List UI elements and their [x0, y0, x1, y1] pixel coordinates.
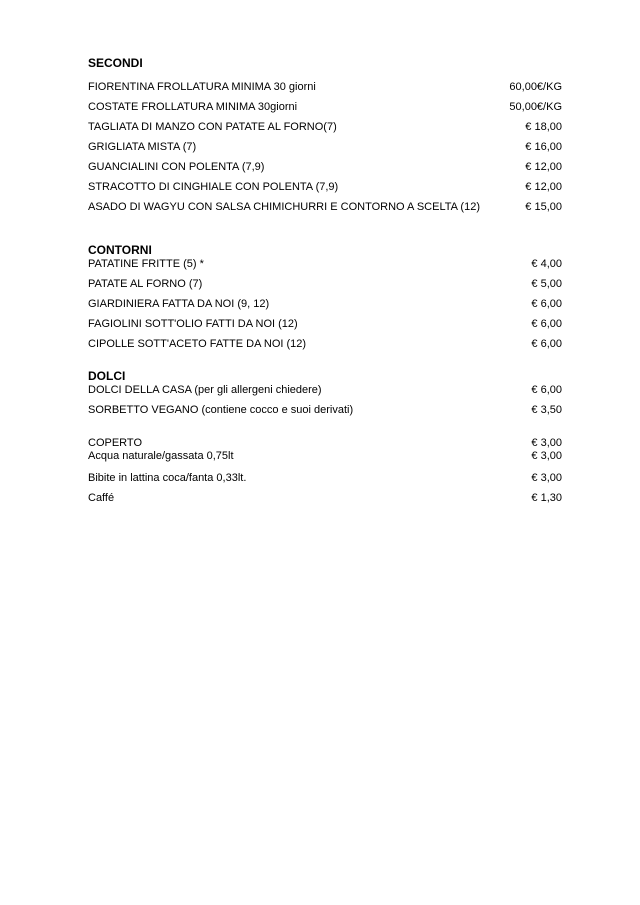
item-name: Bibite in lattina coca/fanta 0,33lt.: [88, 472, 247, 484]
item-price: € 6,00: [531, 298, 562, 310]
menu-item: [88, 257, 562, 271]
item-name: SORBETTO VEGANO (contiene cocco e suoi derivati): [88, 404, 354, 416]
item-name: GUANCIALINI CON POLENTA (7,9): [88, 161, 265, 173]
item-price: € 3,00: [531, 437, 562, 449]
item-price: € 15,00: [525, 201, 562, 213]
item-price: € 6,00: [531, 318, 562, 330]
section-extra: [88, 437, 562, 505]
menu-item: [88, 317, 562, 331]
item-name: GRIGLIATA MISTA (7): [88, 141, 197, 153]
section-secondi: [88, 56, 562, 214]
item-name: COSTATE FROLLATURA MINIMA 30giorni: [88, 101, 298, 113]
menu-item: [88, 140, 562, 154]
section-title-secondi: SECONDI: [88, 56, 143, 70]
item-name: Caffé: [88, 492, 115, 504]
menu-item: [88, 491, 562, 505]
section-title-dolci: DOLCI: [88, 369, 126, 383]
menu-item: [88, 450, 562, 463]
item-price: € 12,00: [525, 161, 562, 173]
menu-item: [88, 437, 562, 450]
item-price: € 3,00: [531, 472, 562, 484]
menu-item: [88, 297, 562, 311]
item-price: € 18,00: [525, 121, 562, 133]
menu-item: [88, 120, 562, 134]
section-title-contorni: CONTORNI: [88, 243, 152, 257]
item-price: € 16,00: [525, 141, 562, 153]
menu-item: [88, 80, 562, 94]
item-price: € 5,00: [531, 278, 562, 290]
item-name: FIORENTINA FROLLATURA MINIMA 30 giorni: [88, 81, 316, 93]
item-name: COPERTO: [88, 437, 142, 449]
menu-item: [88, 383, 562, 397]
item-name: TAGLIATA DI MANZO CON PATATE AL FORNO(7): [88, 121, 337, 133]
item-name: FAGIOLINI SOTT'OLIO FATTI DA NOI (12): [88, 318, 298, 330]
menu-item: [88, 180, 562, 194]
item-price: € 6,00: [531, 384, 562, 396]
menu-item: [88, 403, 562, 417]
section-dolci: [88, 369, 562, 417]
item-price: € 1,30: [531, 492, 562, 504]
item-name: STRACOTTO DI CINGHIALE CON POLENTA (7,9): [88, 181, 339, 193]
item-name: PATATE AL FORNO (7): [88, 278, 203, 290]
item-price: € 4,00: [531, 258, 562, 270]
item-name: PATATINE FRITTE (5) *: [88, 258, 204, 270]
item-price: € 6,00: [531, 338, 562, 350]
item-price: € 3,00: [531, 450, 562, 462]
menu-item: [88, 160, 562, 174]
item-price: 50,00€/KG: [509, 101, 562, 113]
item-name: GIARDINIERA FATTA DA NOI (9, 12): [88, 298, 270, 310]
menu-item: [88, 200, 562, 214]
item-name: DOLCI DELLA CASA (per gli allergeni chiedere): [88, 384, 322, 396]
menu-item: [88, 100, 562, 114]
menu-item: [88, 277, 562, 291]
item-name: CIPOLLE SOTT'ACETO FATTE DA NOI (12): [88, 338, 307, 350]
item-price: € 3,50: [531, 404, 562, 416]
item-name: Acqua naturale/gassata 0,75lt: [88, 450, 234, 462]
item-price: 60,00€/KG: [509, 81, 562, 93]
menu-item: [88, 471, 562, 485]
item-name: ASADO DI WAGYU CON SALSA CHIMICHURRI E CONTORNO A SCELTA (12): [88, 201, 480, 213]
menu-item: [88, 337, 562, 351]
section-contorni: [88, 243, 562, 351]
item-price: € 12,00: [525, 181, 562, 193]
